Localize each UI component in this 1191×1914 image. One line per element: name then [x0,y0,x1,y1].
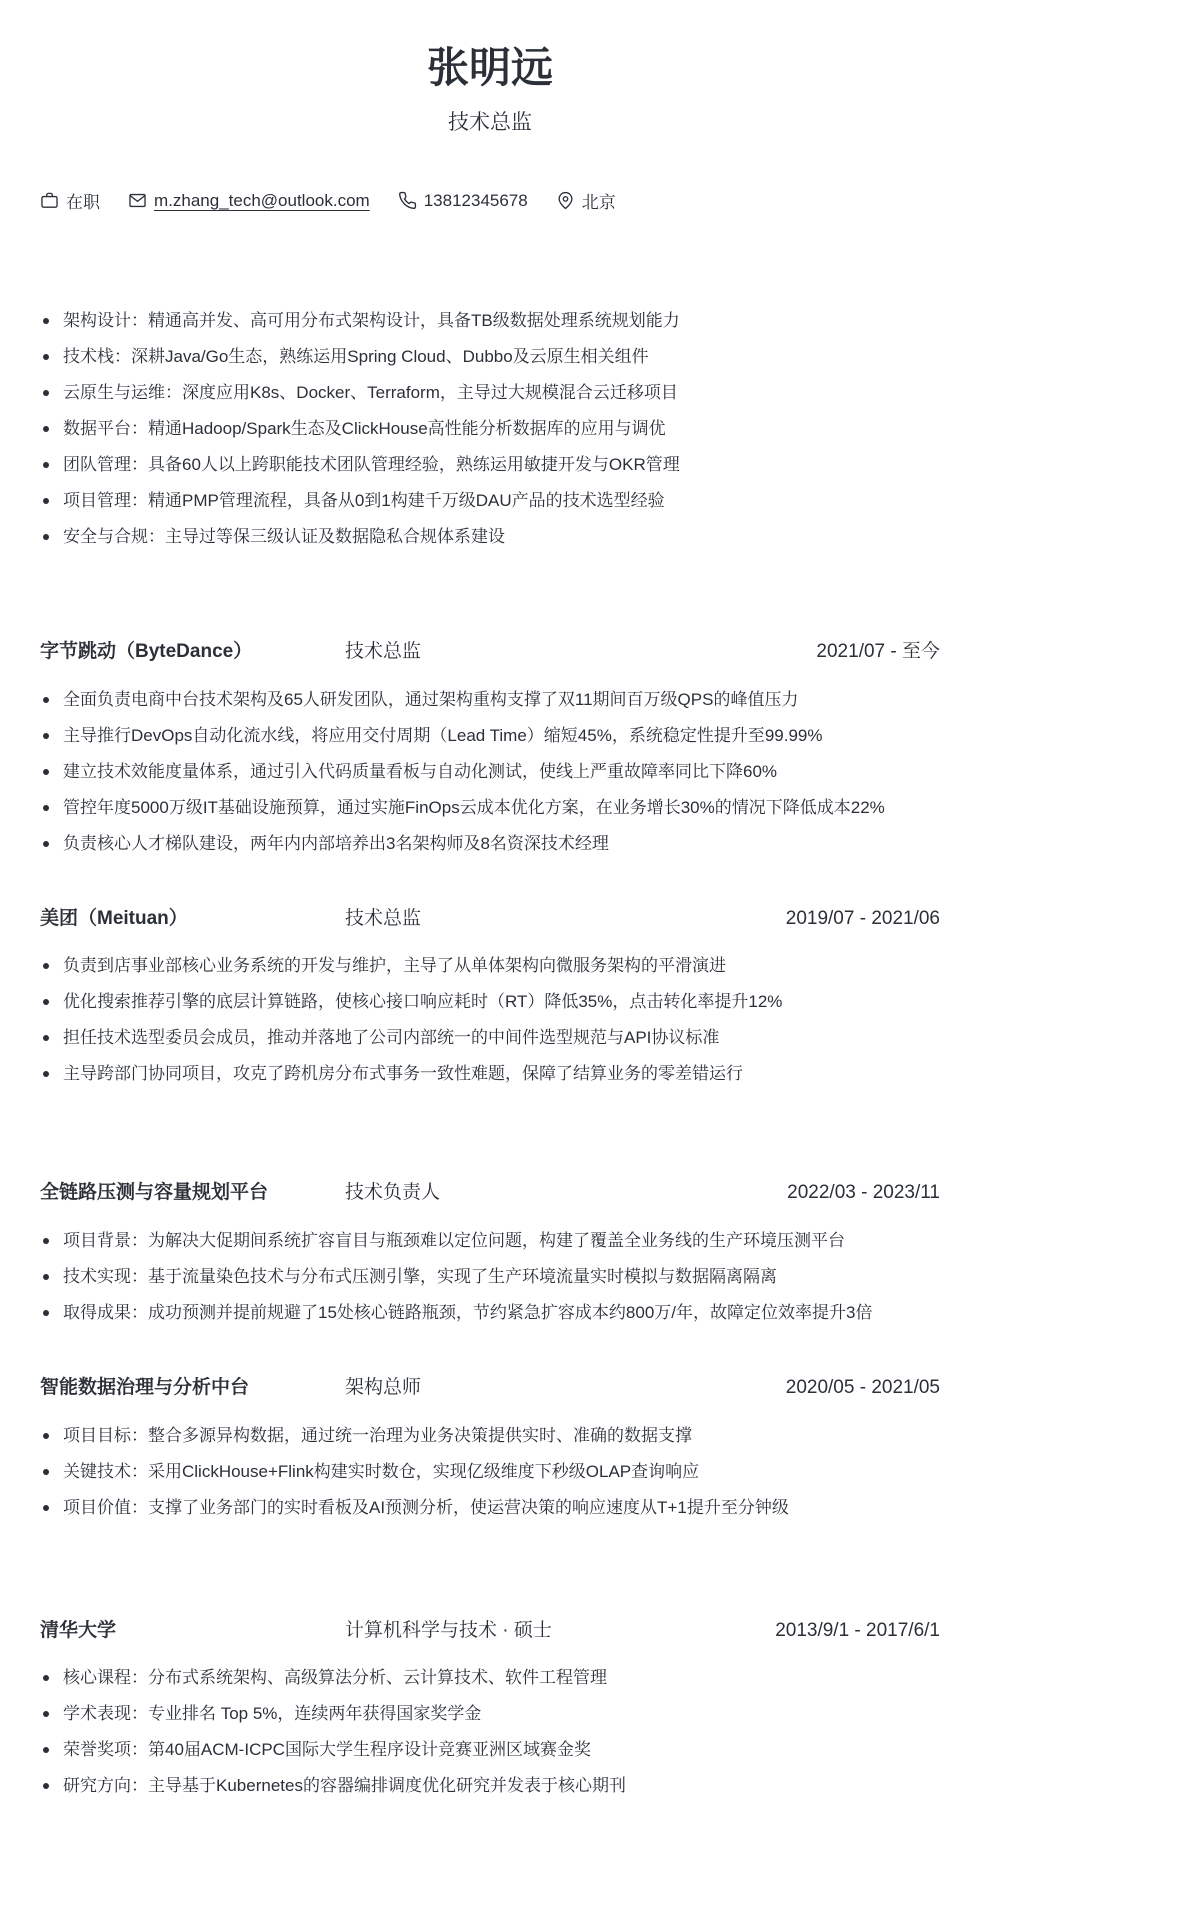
bullet-item: 项目背景：为解决大促期间系统扩容盲目与瓶颈难以定位问题，构建了覆盖全业务线的生产环境压测平台 [40,1223,940,1259]
experience-entry-header [40,906,940,933]
bullet-item: 主导跨部门协同项目，攻克了跨机房分布式事务一致性难题，保障了结算业务的零差错运行 [40,1056,940,1092]
candidate-title: 技术总监 [448,111,532,135]
bullet-item: 荣誉奖项：第40届ACM-ICPC国际大学生程序设计竞赛亚洲区域赛金奖 [40,1732,940,1768]
school-name: 清华大学 [40,1619,117,1641]
project-name: 全链路压测与容量规划平台 [40,1182,269,1204]
company-name: 美团（Meituan） [40,907,188,929]
bullet-item: 负责核心人才梯队建设，两年内内部培养出3名架构师及8名资深技术经理 [40,826,940,862]
phone-number: 13812345678 [423,190,528,210]
contact-bar [40,188,940,213]
project-bullets [40,1418,940,1526]
bullet-item: 项目价值：支撑了业务部门的实时看板及AI预测分析，使运营决策的响应速度从T+1提升至分钟级 [40,1490,940,1526]
summary-item: 架构设计：精通高并发、高可用分布式架构设计，具备TB级数据处理系统规划能力 [40,303,940,339]
summary-item: 团队管理：具备60人以上跨职能技术团队管理经验，熟练运用敏捷开发与OKR管理 [40,447,940,483]
bullet-item: 全面负责电商中台技术架构及65人研发团队，通过架构重构支撑了双11期间百万级QPS的峰值压力 [40,682,940,718]
position-title: 技术总监 [345,641,422,663]
date-range: 2021/07 - 至今 [816,641,940,663]
contact-item-location [556,188,616,213]
project-name: 智能数据治理与分析中台 [40,1377,250,1399]
experience-bullets [40,682,940,862]
bullet-item: 学术表现：专业排名 Top 5%，连续两年获得国家奖学金 [40,1696,940,1732]
bullet-item: 负责到店事业部核心业务系统的开发与维护，主导了从单体架构向微服务架构的平滑演进 [40,948,940,984]
bullet-item: 担任技术选型委员会成员，推动并落地了公司内部统一的中间件选型规范与API协议标准 [40,1020,940,1056]
summary-item: 数据平台：精通Hadoop/Spark生态及ClickHouse高性能分析数据库的应用与调优 [40,411,940,447]
project-entry-header [40,1375,940,1402]
resume-page [40,0,940,1864]
education-section [40,1618,940,1805]
project-role: 技术负责人 [345,1182,441,1204]
date-range: 2020/05 - 2021/05 [785,1377,940,1399]
education-bullets [40,1660,940,1804]
bullet-item: 建立技术效能度量体系，通过引入代码质量看板与自动化测试，使线上严重故障率同比下降60% [40,754,940,790]
contact-status-label: 在职 [66,193,100,213]
bullet-item: 取得成果：成功预测并提前规避了15处核心链路瓶颈，节约紧急扩容成本约800万/年，故障定位效率提升3倍 [40,1295,940,1331]
experience-bullets [40,948,940,1092]
bullet-item: 项目目标：整合多源异构数据，通过统一治理为业务决策提供实时、准确的数据支撑 [40,1418,940,1454]
project-entry [40,1375,940,1526]
experience-entry [40,639,940,862]
experience-section [40,639,940,1092]
bullet-item: 关键技术：采用ClickHouse+Flink构建实时数仓，实现亿级维度下秒级OLAP查询响应 [40,1454,940,1490]
summary-item: 项目管理：精通PMP管理流程，具备从0到1构建千万级DAU产品的技术选型经验 [40,483,940,519]
projects-section [40,1180,940,1525]
summary-item: 技术栈：深耕Java/Go生态，熟练运用Spring Cloud、Dubbo及云原生相关组件 [40,339,940,375]
bullet-item: 技术实现：基于流量染色技术与分布式压测引擎，实现了生产环境流量实时模拟与数据隔离隔离 [40,1259,940,1295]
briefcase-icon [40,191,59,210]
summary-item: 云原生与运维：深度应用K8s、Docker、Terraform，主导过大规模混合云迁移项目 [40,375,940,411]
project-role: 架构总师 [345,1377,422,1399]
experience-entry-header [40,639,940,666]
footer-spacer [40,1804,940,1864]
contact-item-email [128,191,370,211]
resume-header [40,44,940,136]
date-range: 2013/9/1 - 2017/6/1 [775,1619,940,1641]
project-entry-header [40,1180,940,1207]
date-range: 2022/03 - 2023/11 [787,1182,940,1204]
degree-name: 计算机科学与技术 · 硕士 [345,1619,552,1641]
position-title: 技术总监 [345,907,422,929]
education-entry-header [40,1618,940,1645]
contact-item-status [40,188,100,213]
contact-item-phone [398,191,528,211]
company-name: 字节跳动（ByteDance） [40,641,253,663]
date-range: 2019/07 - 2021/06 [785,907,940,929]
mail-icon [128,191,147,210]
summary-section [40,303,940,555]
summary-item: 安全与合规：主导过等保三级认证及数据隐私合规体系建设 [40,519,940,555]
project-bullets [40,1223,940,1331]
bullet-item: 研究方向：主导基于Kubernetes的容器编排调度优化研究并发表于核心期刊 [40,1768,940,1804]
summary-list [40,303,940,555]
location-label: 北京 [581,193,616,213]
candidate-name: 张明远 [426,44,553,91]
education-entry [40,1618,940,1805]
phone-icon [398,191,417,210]
project-entry [40,1180,940,1331]
experience-entry [40,906,940,1093]
bullet-item: 主导推行DevOps自动化流水线，将应用交付周期（Lead Time）缩短45%，系统稳定性提升至99.99% [40,718,940,754]
email-link[interactable]: m.zhang_tech@outlook.com [154,190,370,210]
bullet-item: 优化搜索推荐引擎的底层计算链路，使核心接口响应耗时（RT）降低35%，点击转化率提升12% [40,984,940,1020]
bullet-item: 管控年度5000万级IT基础设施预算，通过实施FinOps云成本优化方案，在业务增长30%的情况下降低成本22% [40,790,940,826]
location-pin-icon [556,191,575,210]
bullet-item: 核心课程：分布式系统架构、高级算法分析、云计算技术、软件工程管理 [40,1660,940,1696]
